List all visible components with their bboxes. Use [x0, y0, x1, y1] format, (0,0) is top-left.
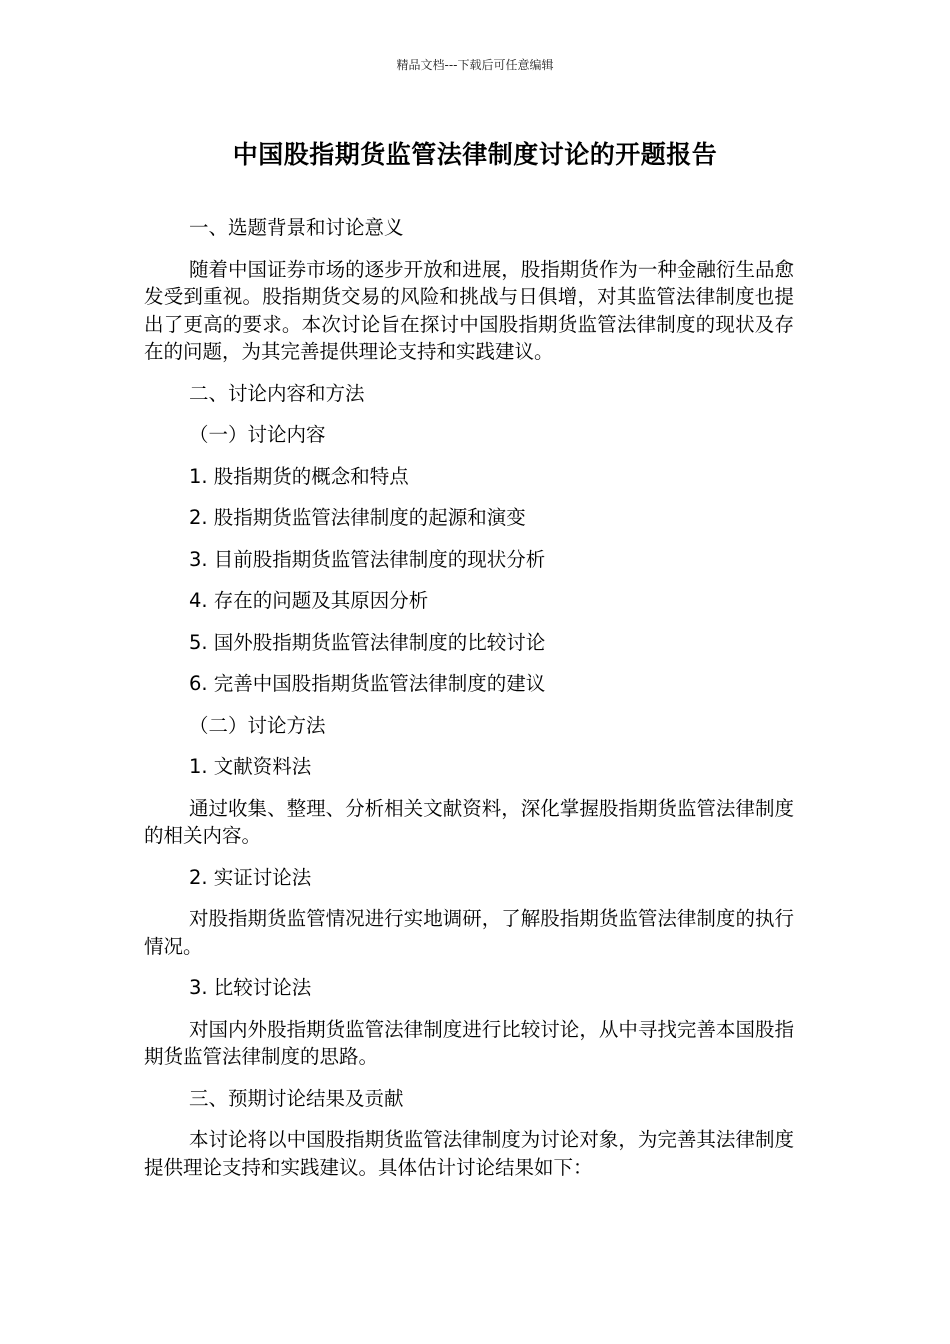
list-item-content-1: 1. 股指期货的概念和特点	[189, 464, 409, 488]
paragraph-background: 随着中国证券市场的逐步开放和进展，股指期货作为一种金融衍生品愈发受到重视。股指期货交易的风险和挑战与日俱增，对其监管法律制度也提出了更高的要求。本次讨论旨在探讨中国股指期货监管法律制度的现状及存在的问题，为其完善提供理论支持和实践建议。	[144, 257, 794, 363]
list-item-content-6: 6. 完善中国股指期货监管法律制度的建议	[189, 672, 546, 695]
list-item-method-1: 1. 文献资料法	[189, 755, 312, 778]
section-heading-content-method: 二、讨论内容和方法	[189, 381, 365, 405]
document-body	[144, 214, 794, 1195]
page-header: 精品文档---下载后可任意编辑	[396, 58, 554, 72]
list-item-method-2: 2. 实证讨论法	[189, 865, 312, 889]
paragraph-method-1: 通过收集、整理、分析相关文献资料，深化掌握股指期货监管法律制度的相关内容。	[144, 796, 794, 847]
paragraph-expected-results: 本讨论将以中国股指期货监管法律制度为讨论对象，为完善其法律制度提供理论支持和实践建议。具体估计讨论结果如下：	[144, 1128, 794, 1179]
subsection-heading-method: （二）讨论方法	[189, 713, 326, 737]
subsection-heading-content: （一）讨论内容	[189, 423, 326, 446]
list-item-content-4: 4. 存在的问题及其原因分析	[189, 589, 429, 612]
paragraph-method-2: 对股指期货监管情况进行实地调研，了解股指期货监管法律制度的执行情况。	[144, 907, 794, 958]
section-heading-background: 一、选题背景和讨论意义	[189, 216, 404, 239]
list-item-content-2: 2. 股指期货监管法律制度的起源和演变	[189, 506, 526, 529]
document-title: 中国股指期货监管法律制度讨论的开题报告	[232, 140, 718, 169]
paragraph-method-3: 对国内外股指期货监管法律制度进行比较讨论，从中寻找完善本国股指期货监管法律制度的思路。	[144, 1017, 794, 1068]
list-item-content-3: 3. 目前股指期货监管法律制度的现状分析	[189, 547, 546, 571]
list-item-method-3: 3. 比较讨论法	[189, 976, 312, 999]
list-item-content-5: 5. 国外股指期货监管法律制度的比较讨论	[189, 630, 546, 654]
section-heading-expected-results: 三、预期讨论结果及贡献	[189, 1086, 404, 1110]
